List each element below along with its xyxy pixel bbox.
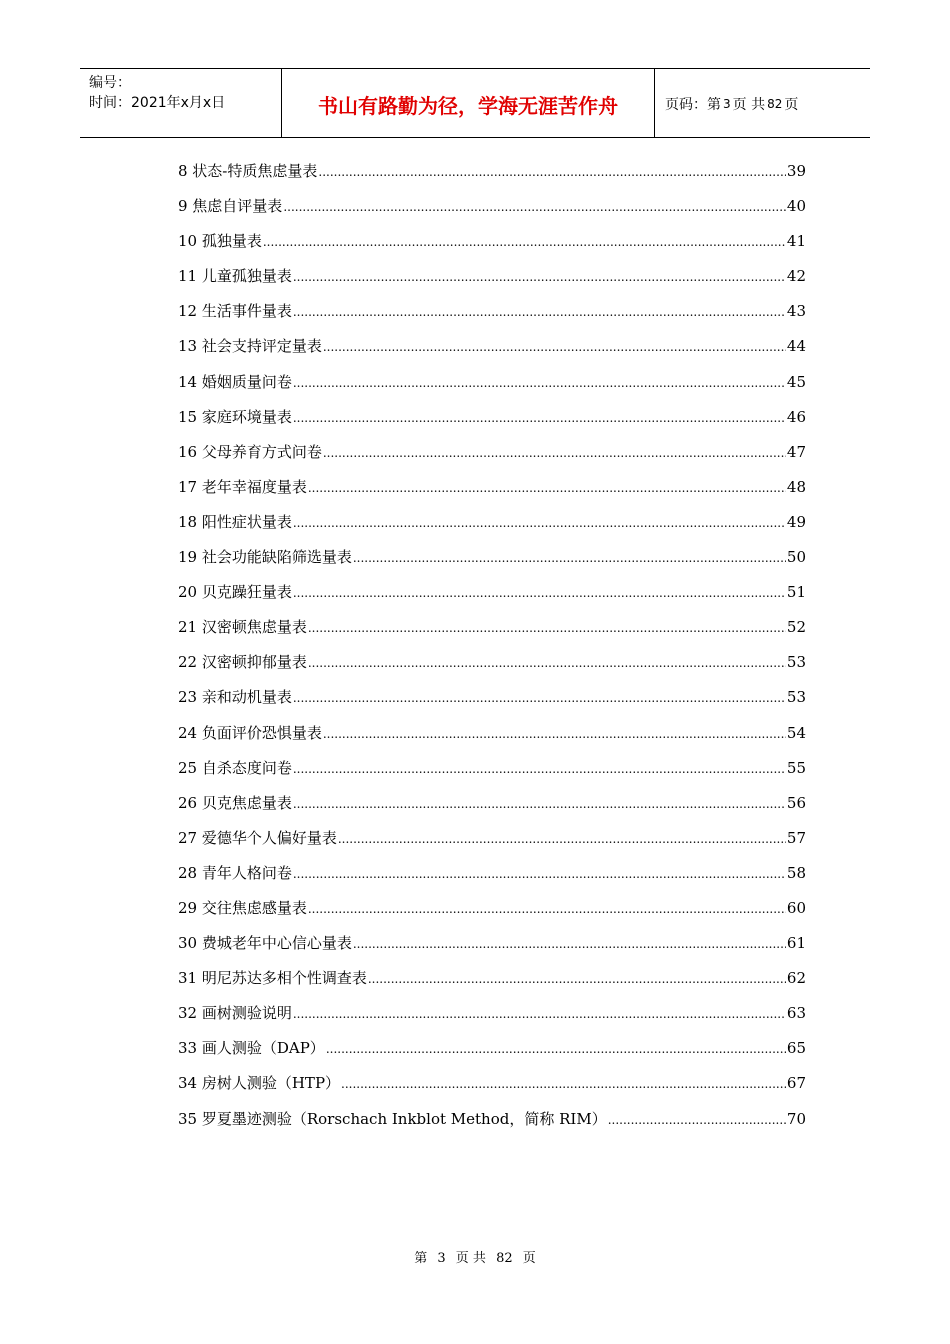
toc-dot-leader	[293, 1001, 786, 1027]
toc-entry-title: 34 房树人测验（HTP）	[178, 1074, 341, 1093]
toc-entry-title: 33 画人测验（DAP）	[178, 1039, 325, 1058]
toc-dot-leader	[318, 159, 786, 185]
toc-entry-title: 15 家庭环境量表	[178, 407, 292, 426]
toc-entry[interactable]	[178, 263, 806, 298]
toc-entry-title: 14 婚姻质量问卷	[178, 372, 292, 391]
toc-dot-leader	[326, 1036, 786, 1062]
toc-entry-page: 41	[786, 232, 806, 251]
toc-entry-page: 42	[786, 267, 806, 286]
toc-entry[interactable]	[178, 439, 806, 474]
toc-dot-leader	[353, 931, 786, 957]
toc-entry-page: 53	[786, 653, 806, 672]
footer-mid: 页 共	[455, 1251, 486, 1266]
toc-entry-title: 24 负面评价恐惧量表	[178, 723, 322, 742]
toc-entry-page: 57	[786, 828, 806, 847]
toc-entry-page: 47	[786, 442, 806, 461]
toc-entry-title: 31 明尼苏达多相个性调查表	[178, 969, 367, 988]
toc-entry-page: 60	[786, 898, 806, 917]
toc-dot-leader	[308, 615, 786, 641]
footer-current: 3	[437, 1251, 446, 1266]
toc-entry-page: 55	[786, 758, 806, 777]
toc-dot-leader	[323, 440, 786, 466]
toc-entry-page: 70	[786, 1109, 806, 1128]
toc-entry-page: 62	[786, 969, 806, 988]
toc-dot-leader	[293, 685, 786, 711]
header-page-total: 82	[767, 97, 783, 111]
toc-entry-title: 22 汉密顿抑郁量表	[178, 653, 307, 672]
toc-entry-page: 48	[786, 477, 806, 496]
toc-entry-title: 11 儿童孤独量表	[178, 267, 292, 286]
toc-entry[interactable]	[178, 544, 806, 579]
toc-entry[interactable]	[178, 509, 806, 544]
toc-entry-title: 12 生活事件量表	[178, 302, 292, 321]
toc-entry-title: 32 画树测验说明	[178, 1004, 292, 1023]
toc-entry-page: 61	[786, 934, 806, 953]
toc-entry-page: 52	[786, 618, 806, 637]
toc-entry[interactable]	[178, 333, 806, 368]
toc-entry-page: 65	[786, 1039, 806, 1058]
toc-entry-title: 17 老年幸福度量表	[178, 477, 307, 496]
header-page-number	[655, 69, 870, 137]
toc-entry-title: 27 爱德华个人偏好量表	[178, 828, 337, 847]
toc-dot-leader	[293, 510, 786, 536]
header-page-current: 3	[723, 97, 731, 111]
toc-dot-leader	[341, 1071, 786, 1097]
toc-entry-page: 43	[786, 302, 806, 321]
toc-entry-page: 63	[786, 1004, 806, 1023]
toc-entry[interactable]	[178, 579, 806, 614]
toc-entry-title: 13 社会支持评定量表	[178, 337, 322, 356]
toc-entry-page: 45	[786, 372, 806, 391]
serial-label: 编号：	[89, 75, 131, 91]
toc-entry-title: 19 社会功能缺陷筛选量表	[178, 548, 352, 567]
toc-entry-title: 21 汉密顿焦虑量表	[178, 618, 307, 637]
header-page-suffix: 页	[784, 97, 799, 113]
toc-dot-leader	[323, 334, 786, 360]
toc-dot-leader	[353, 545, 786, 571]
header-page-mid: 页 共	[732, 97, 766, 113]
toc-entry-page: 46	[786, 407, 806, 426]
toc-dot-leader	[293, 405, 786, 431]
header-motto: 书山有路勤为径，学海无涯苦作舟	[282, 69, 655, 137]
toc-entry-title: 30 费城老年中心信心量表	[178, 934, 352, 953]
toc-entry[interactable]	[178, 720, 806, 755]
toc-dot-leader	[293, 580, 786, 606]
toc-dot-leader	[263, 229, 786, 255]
toc-entry[interactable]	[178, 369, 806, 404]
toc-entry-title: 20 贝克躁狂量表	[178, 583, 292, 602]
toc-entry[interactable]	[178, 404, 806, 439]
toc-entry-title: 23 亲和动机量表	[178, 688, 292, 707]
toc-entry[interactable]	[178, 193, 806, 228]
toc-entry-page: 54	[786, 723, 806, 742]
toc-entry[interactable]	[178, 474, 806, 509]
toc-entry-page: 49	[786, 512, 806, 531]
toc-entry-title: 10 孤独量表	[178, 232, 262, 251]
toc-dot-leader	[293, 299, 786, 325]
footer-prefix: 第	[414, 1251, 428, 1266]
toc-dot-leader	[293, 861, 786, 887]
toc-entry[interactable]	[178, 649, 806, 684]
toc-entry-title: 18 阳性症状量表	[178, 512, 292, 531]
toc-entry[interactable]	[178, 895, 806, 930]
toc-dot-leader	[308, 896, 786, 922]
toc-entry[interactable]	[178, 1035, 806, 1070]
toc-entry-page: 44	[786, 337, 806, 356]
toc-entry-page: 58	[786, 863, 806, 882]
toc-entry[interactable]	[178, 614, 806, 649]
toc-dot-leader	[293, 264, 786, 290]
toc-entry-page: 40	[786, 197, 806, 216]
toc-dot-leader	[368, 966, 786, 992]
toc-entry[interactable]	[178, 684, 806, 719]
toc-entry[interactable]	[178, 298, 806, 333]
toc-entry[interactable]	[178, 158, 806, 193]
toc-entry-page: 50	[786, 548, 806, 567]
toc-dot-leader	[323, 721, 786, 747]
toc-entry-title: 29 交往焦虑感量表	[178, 898, 307, 917]
toc-entry-title: 16 父母养育方式问卷	[178, 442, 322, 461]
toc-entry[interactable]	[178, 860, 806, 895]
toc-entry-page: 51	[786, 583, 806, 602]
toc-entry[interactable]	[178, 1000, 806, 1035]
toc-dot-leader	[283, 194, 786, 220]
toc-dot-leader	[293, 370, 786, 396]
toc-entry-title: 9 焦虑自评量表	[178, 197, 283, 216]
toc-entry[interactable]	[178, 1070, 806, 1105]
footer-total: 82	[496, 1251, 513, 1266]
toc-dot-leader	[293, 791, 786, 817]
toc-entry-title: 26 贝克焦虑量表	[178, 793, 292, 812]
toc-entry[interactable]	[178, 790, 806, 825]
footer-suffix: 页	[522, 1251, 536, 1266]
toc-entry-page: 39	[786, 162, 806, 180]
date-label: 时间：2021年x月x日	[89, 95, 226, 111]
toc-dot-leader	[608, 1107, 786, 1133]
toc-entry-page: 53	[786, 688, 806, 707]
header-page-prefix: 页码：第	[665, 97, 721, 113]
table-of-contents	[178, 158, 806, 1141]
toc-entry-title: 35 罗夏墨迹测验（Rorschach Inkblot Method，简称 RIM）	[178, 1109, 607, 1128]
toc-entry-page: 56	[786, 793, 806, 812]
toc-entry[interactable]	[178, 228, 806, 263]
toc-entry[interactable]	[178, 930, 806, 965]
page-header	[80, 68, 870, 138]
toc-entry-title: 25 自杀态度问卷	[178, 758, 292, 777]
toc-dot-leader	[308, 475, 786, 501]
toc-entry-title: 8 状态-特质焦虑量表	[178, 162, 318, 180]
toc-entry[interactable]	[178, 755, 806, 790]
toc-entry-title: 28 青年人格问卷	[178, 863, 292, 882]
header-meta	[80, 69, 282, 137]
toc-dot-leader	[308, 650, 786, 676]
page-footer	[0, 1247, 950, 1266]
toc-entry[interactable]	[178, 1106, 806, 1141]
toc-entry[interactable]	[178, 825, 806, 860]
toc-entry[interactable]	[178, 965, 806, 1000]
toc-dot-leader	[338, 826, 786, 852]
toc-entry-page: 67	[786, 1074, 806, 1093]
toc-dot-leader	[293, 756, 786, 782]
